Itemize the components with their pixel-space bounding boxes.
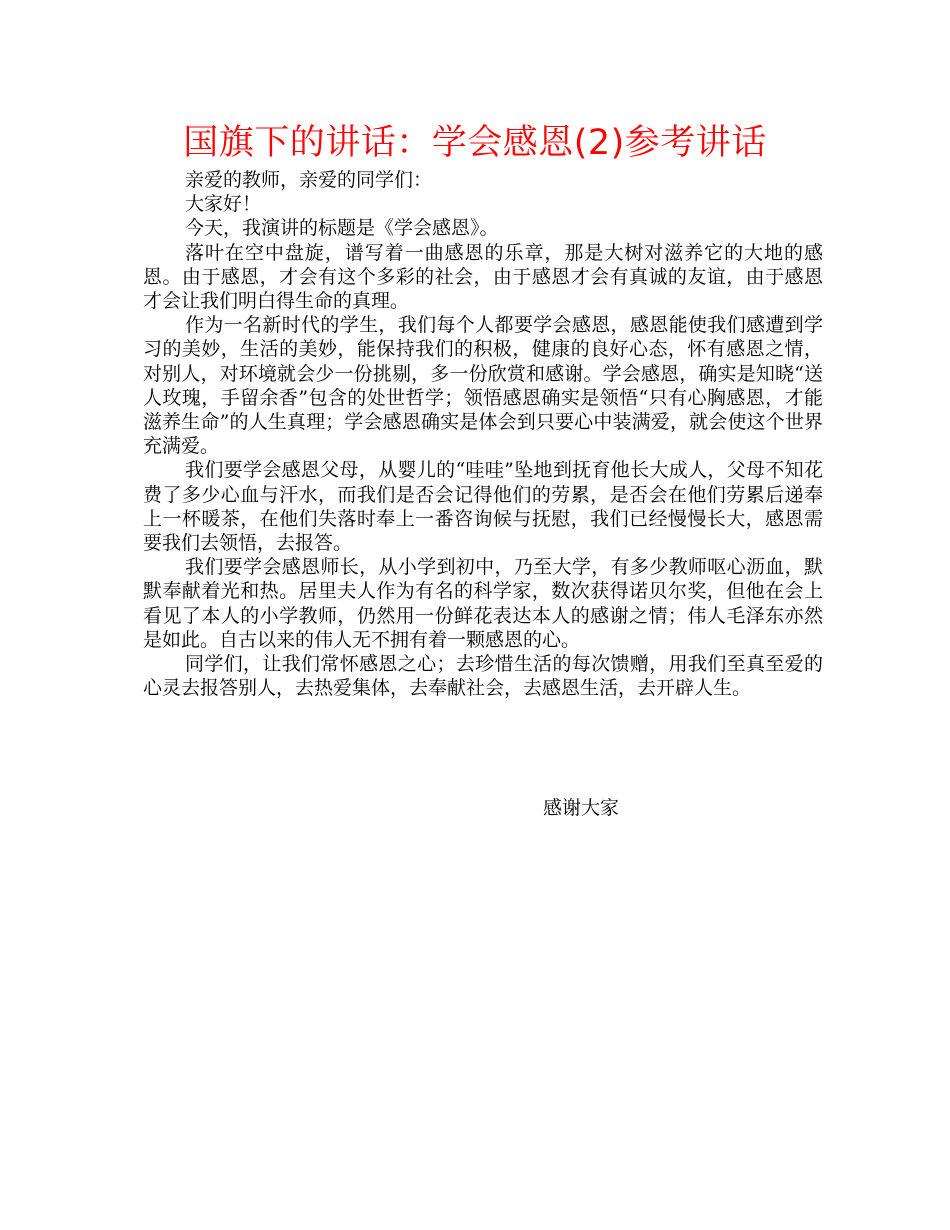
greeting: 大家好！	[185, 193, 262, 216]
document-title: 国旗下的讲话：学会感恩(2)参考讲话	[183, 123, 767, 163]
paragraph-parents: 我们要学会感恩父母，从婴儿的“哇哇”坠地到抚育他长大成人，父母不知花费了多少心血与汗水，而我们是否会记得他们的劳累，是否会在他们劳累后递奉上一杯暖茶，在他们失落时奉上一番咨询候与抚慰，我们已经慢慢长大，感恩需要我们去领悟，去报答。	[143, 459, 823, 555]
paragraph-falling-leaves: 落叶在空中盘旋，谱写着一曲感恩的乐章，那是大树对滋养它的大地的感恩。由于感恩，才会有这个多彩的社会，由于感恩才会有真诚的友谊，由于感恩才会让我们明白得生命的真理。	[143, 241, 823, 313]
speech-topic: 今天，我演讲的标题是《学会感恩》。	[185, 217, 499, 240]
paragraph-conclusion: 同学们，让我们常怀感恩之心；去珍惜生活的每次馈赠，用我们至真至爱的心灵去报答别人，去热爱集体，去奉献社会，去感恩生活，去开辟人生。	[143, 653, 823, 700]
closing-thanks: 感谢大家	[543, 797, 620, 819]
paragraph-students: 作为一名新时代的学生，我们每个人都要学会感恩，感恩能使我们感遭到学习的美妙，生活的美妙，能保持我们的积极，健康的良好心态，怀有感恩之情，对别人，对环境就会少一份挑剔，多一份欣赏和感谢。学会感恩，确实是知晓“送人玫瑰，手留余香”包含的处世哲学；领悟感恩确实是领悟“只有心胸感恩，才能滋养生命”的人生真理；学会感恩确实是体会到只要心中装满爱，就会使这个世界充满爱。	[143, 314, 823, 458]
paragraph-teachers: 我们要学会感恩师长，从小学到初中，乃至大学，有多少教师呕心沥血，默默奉献着光和热。居里夫人作为有名的科学家，数次获得诺贝尔奖，但他在会上看见了本人的小学教师，仍然用一份鲜花表达本人的感谢之情；伟人毛泽东亦然是如此。自古以来的伟人无不拥有着一颗感恩的心。	[143, 556, 823, 651]
salutation: 亲爱的教师，亲爱的同学们：	[185, 169, 433, 191]
document-body	[143, 168, 823, 700]
